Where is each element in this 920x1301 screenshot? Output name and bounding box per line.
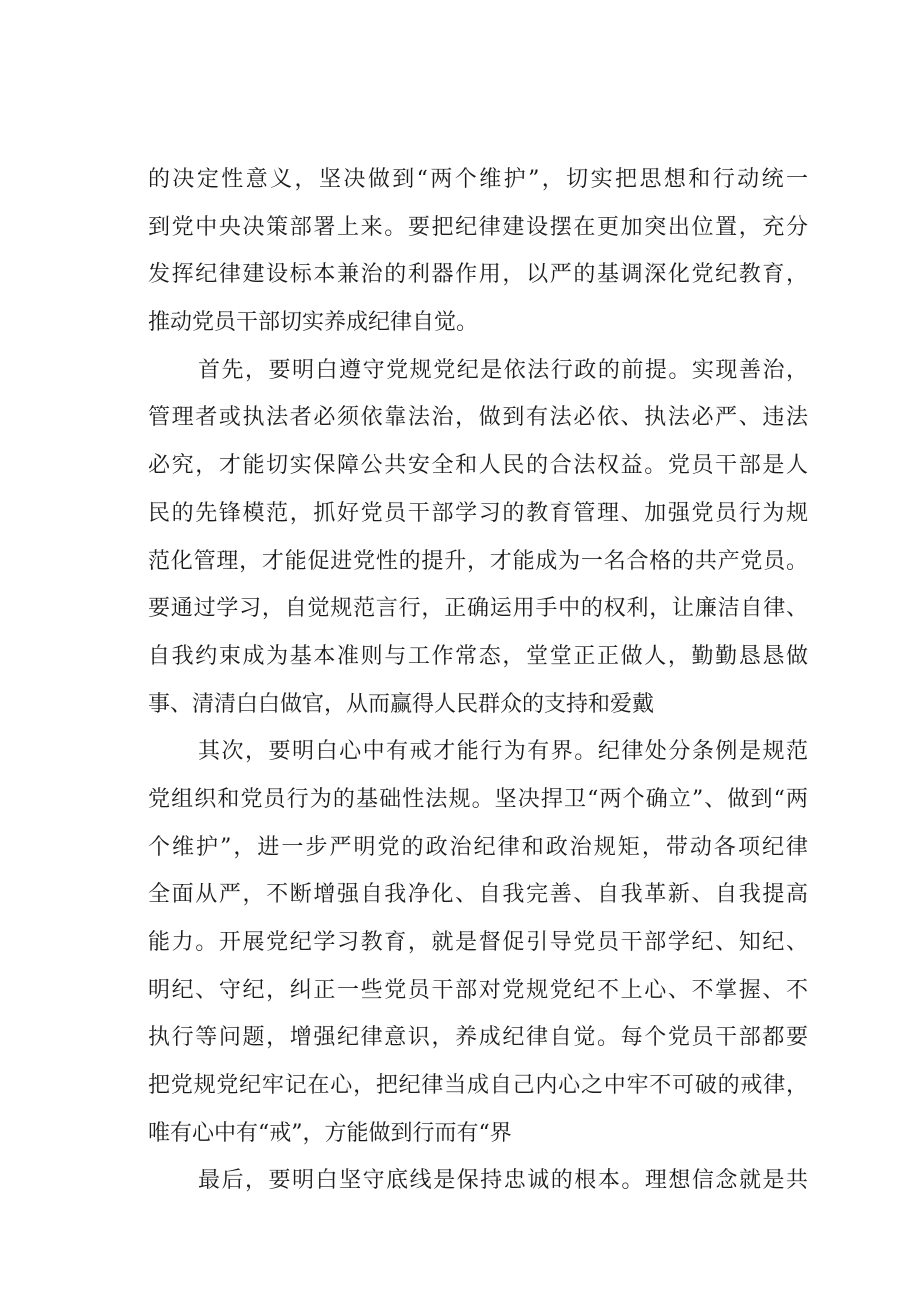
paragraph [148, 156, 808, 347]
text-line: 到党中央决策部署上来。要把纪律建设摆在更加突出位置，充分 [148, 214, 808, 240]
text-line: 最后，要明白坚守底线是保持忠诚的根本。理想信念就是共 [198, 1168, 808, 1194]
text-line: 明纪、守纪，纠正一些党员干部对党规党纪不上心、不掌握、不 [148, 977, 808, 1003]
text-line: 首先，要明白遵守党规党纪是依法行政的前提。实现善治， [198, 357, 808, 383]
text-line: 党组织和党员行为的基础性法规。坚决捍卫“两个确立”、做到“两 [148, 786, 808, 812]
text-line: 执行等问题，增强纪律意识，养成纪律自觉。每个党员干部都要 [148, 1025, 808, 1051]
text-line: 必究，才能切实保障公共安全和人民的合法权益。党员干部是人 [148, 453, 808, 479]
text-line: 管理者或执法者必须依靠法治，做到有法必依、执法必严、违法 [148, 405, 808, 431]
paragraph [148, 728, 808, 1157]
text-line: 个维护”，进一步严明党的政治纪律和政治规矩，带动各项纪律 [148, 834, 808, 860]
text-line: 的决定性意义，坚决做到“两个维护”，切实把思想和行动统一 [148, 167, 808, 192]
document-body [148, 156, 808, 1205]
text-line: 其次，要明白心中有戒才能行为有界。纪律处分条例是规范 [198, 739, 808, 765]
text-line: 民的先锋模范，抓好党员干部学习的教育管理、加强党员行为规 [148, 500, 808, 526]
paragraph [148, 1157, 808, 1205]
text-line: 事、清清白白做官，从而赢得人民群众的支持和爱戴 [148, 691, 655, 717]
text-line: 唯有心中有“戒”，方能做到行而有“界 [148, 1120, 512, 1146]
text-line: 全面从严，不断增强自我净化、自我完善、自我革新、自我提高 [148, 882, 808, 908]
text-line: 发挥纪律建设标本兼治的利器作用，以严的基调深化党纪教育， [148, 262, 808, 288]
text-line: 能力。开展党纪学习教育，就是督促引导党员干部学纪、知纪、 [148, 930, 808, 955]
text-line: 推动党员干部切实养成纪律自觉。 [148, 310, 479, 336]
text-line: 把党规党纪牢记在心，把纪律当成自己内心之中牢不可破的戒律， [148, 1073, 808, 1099]
text-line: 范化管理，才能促进党性的提升，才能成为一名合格的共产党员。 [148, 548, 808, 574]
text-line: 自我约束成为基本准则与工作常态，堂堂正正做人，勤勤恳恳做 [148, 643, 808, 669]
text-line: 要通过学习，自觉规范言行，正确运用手中的权利，让廉洁自律、 [148, 596, 808, 622]
paragraph [148, 347, 808, 729]
